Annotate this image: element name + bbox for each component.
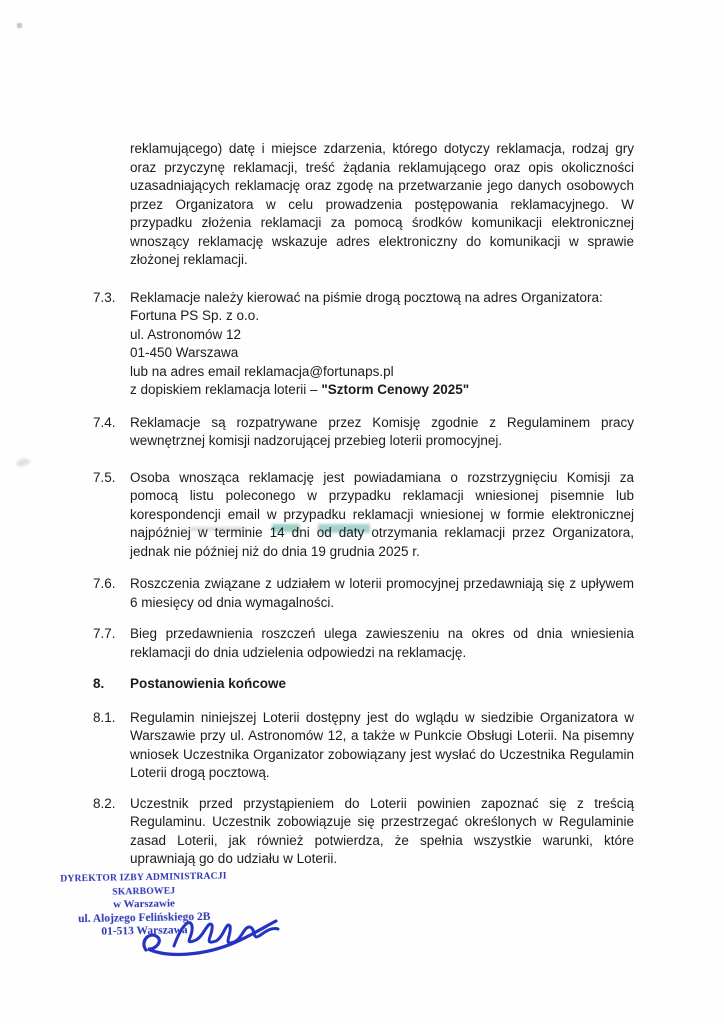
section-text: Bieg przedawnienia roszczeń ulega zawieszeniu na okres od dnia wniesienia reklamacji do dnia udzielenia odpowiedzi na reklamację.	[130, 626, 634, 660]
section-number: 8.	[93, 676, 105, 691]
section-text: Roszczenia związane z udziałem w loterii promocyjnej przedawniają się z upływem 6 miesięcy od dnia wymagalności.	[130, 576, 634, 610]
section-text: Uczestnik przed przystąpieniem do Loterii powinien zapoznać się z treścią Regulaminu. Uczestnik zobowiązuje się przestrzegać określonych w Regulaminie zasad Loterii, jak również potwierdza, że spełnia wszystkie warunki, które uprawniają go do udziału w Loterii.	[130, 795, 634, 866]
scan-dot-artifact	[17, 23, 22, 28]
section-7-7	[93, 625, 634, 662]
stamp-line-postal: 01-513 Warszawa	[101, 924, 188, 938]
address-line: ul. Astronomów 12	[130, 326, 242, 342]
section-text: Regulamin niniejszej Loterii dostępny jest do wglądu w siedzibie Organizatora w Warszawie przy ul. Astronomów 12, a także w Punkcie Obsługi Loterii. Na pisemny wniosek Uczestnika Organizator zobowiązany jest wysłać do Uczestnika Regulamin Loterii drogą pocztową.	[130, 709, 634, 780]
section-text: Reklamacje są rozpatrywane przez Komisję zgodnie z Regulaminem pracy wewnętrznej komisji nadzorującej przebieg loterii promocyjnej.	[130, 414, 634, 448]
section-8-heading	[93, 675, 634, 694]
section-number: 7.3.	[93, 289, 116, 305]
section-number: 8.2.	[93, 795, 116, 811]
section-7-5	[93, 469, 634, 562]
section-7-3	[93, 289, 634, 400]
lottery-name: "Sztorm Cenowy 2025"	[321, 382, 470, 397]
section-number: 8.1.	[93, 709, 116, 725]
paragraph-continuation: reklamującego) datę i miejsce zdarzenia, którego dotyczy reklamacja, rodzaj gry oraz przyczynę reklamacji, treść żądania reklamującego oraz opis okoliczności uzasadniających reklamację oraz zgodę na przetwarzanie jego danych osobowych przez Organizatora w celu prowadzenia postępowania reklamacyjnego. W przypadku złożenia reklamacji za pomocą środków komunikacji elektronicznej wnoszący reklamację wskazuje adres elektroniczny do komunikacji w sprawie złożonej reklamacji.	[130, 141, 634, 267]
section-number: 7.4.	[93, 414, 116, 430]
document-body	[93, 140, 634, 869]
section-7-6	[93, 575, 634, 612]
section-title: Postanowienia końcowe	[130, 676, 287, 691]
lottery-name-line	[130, 381, 634, 400]
section-number: 7.5.	[93, 469, 116, 485]
scan-smudge-artifact	[15, 457, 30, 467]
section-8-2	[93, 795, 634, 869]
handwritten-signature	[138, 896, 284, 958]
section-number: 7.6.	[93, 576, 116, 591]
stamp-line-authority: DYREKTOR IZBY ADMINISTRACJI SKARBOWEJ	[60, 870, 227, 898]
section-7-3-intro: Reklamacje należy kierować na piśmie drogą pocztową na adres Organizatora:	[130, 289, 603, 305]
address-line: 01-450 Warszawa	[130, 345, 239, 360]
address-line-email: lub na adres email reklamacja@fortunaps.pl	[130, 363, 394, 379]
note-prefix: z dopiskiem reklamacja loterii –	[130, 382, 322, 397]
address-line: Fortuna PS Sp. z o.o.	[130, 308, 260, 323]
stamp-line-street: ul. Alojzego Felińskiego 2B	[78, 910, 211, 925]
section-8-1	[93, 709, 634, 783]
section-number: 7.7.	[93, 626, 116, 641]
stamp-line-city: w Warszawie	[112, 897, 175, 911]
section-text: Osoba wnosząca reklamację jest powiadamiana o rozstrzygnięciu Komisji za pomocą listu poleconego w przypadku reklamacji wniesionej pisemnie lub korespondencji email w przypadku reklamacji wniesionej w formie elektronicznej najpóźniej w terminie 14 dni od daty otrzymania reklamacji przez Organizatora, jednak nie później niż do dnia 19 grudnia 2025 r.	[130, 469, 634, 559]
section-7-4	[93, 414, 634, 451]
